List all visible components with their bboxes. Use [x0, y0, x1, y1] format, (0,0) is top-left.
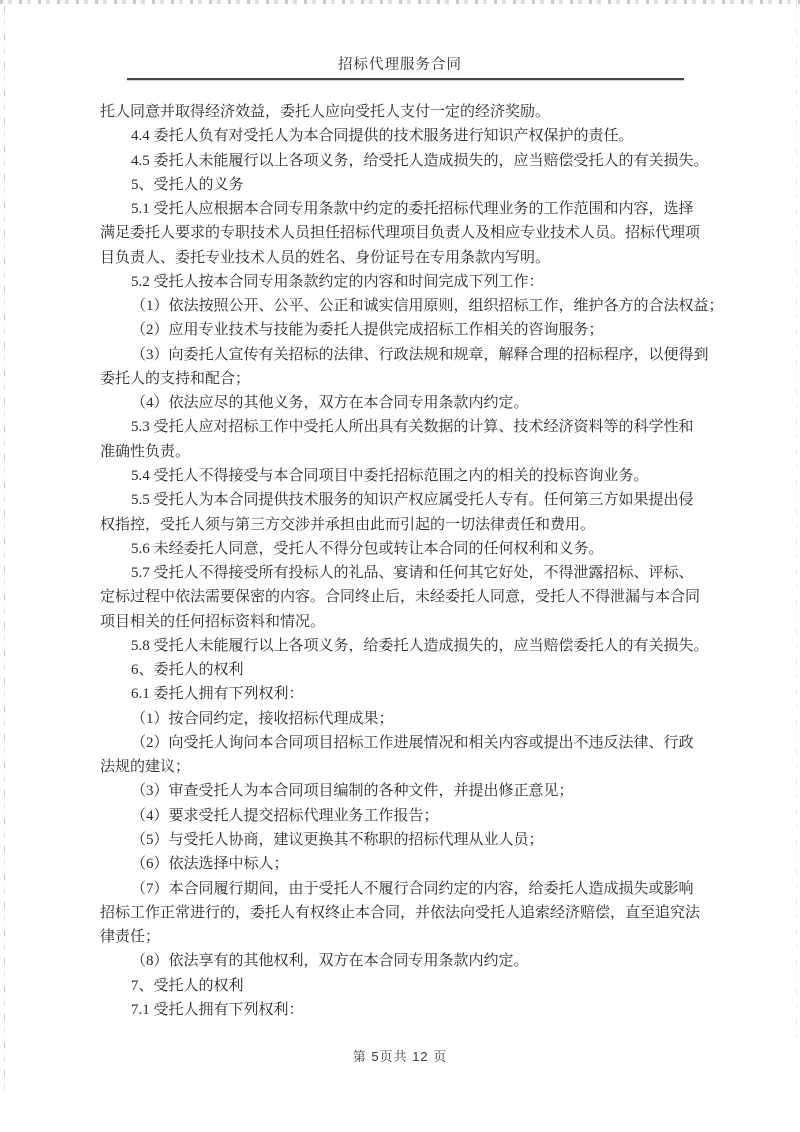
text-line: 6.1 委托人拥有下列权利：: [131, 686, 304, 703]
text-line: （1）按合同约定，接收招标代理成果；: [131, 710, 394, 727]
text-line: 项目相关的任何招标资料和情况。: [100, 613, 326, 630]
text-line: （3）向委托人宣传有关招标的法律、行政法规和规章，解释合理的招标程序，以便得到: [131, 346, 709, 363]
scan-noise-top: [0, 0, 800, 4]
text-line: 律责任；: [100, 929, 161, 946]
text-line: 6、委托人的权利: [131, 662, 244, 679]
text-line: （5）与受托人协商，建议更换其不称职的招标代理从业人员；: [131, 831, 544, 848]
scan-edge-right: [796, 0, 797, 1040]
document-body: [100, 100, 724, 1022]
page-footer: [0, 1046, 800, 1065]
text-line: 7.1 受托人拥有下列权利：: [131, 1001, 304, 1018]
text-line: 定标过程中依法需要保密的内容。合同终止后，未经委托人同意，受托人不得泄漏与本合同: [100, 589, 701, 606]
text-line: 满足委托人要求的专职技术人员担任招标代理项目负责人及相应专业技术人员。招标代理项: [100, 225, 701, 242]
text-line: 4.4 委托人负有对受托人为本合同提供的技术服务进行知识产权保护的责任。: [131, 128, 634, 145]
page-title: 招标代理服务合同: [338, 57, 462, 73]
text-line: 准确性负责。: [100, 443, 191, 460]
text-line: 5.6 未经委托人同意，受托人不得分包或转让本合同的任何权利和义务。: [131, 540, 604, 557]
text-line: （4）依法应尽的其他义务，双方在本合同专用条款内约定。: [131, 395, 529, 412]
text-line: 5、受托人的义务: [131, 176, 244, 193]
text-line: 5.7 受托人不得接受所有投标人的礼品、宴请和任何其它好处，不得泄露招标、评标、: [131, 565, 694, 582]
text-line: （3）审查受托人为本合同项目编制的各种文件，并提出修正意见；: [131, 783, 574, 800]
text-line: 5.8 受托人未能履行以上各项义务，给委托人造成损失的，应当赔偿委托人的有关损失。: [131, 637, 709, 654]
text-line: 5.2 受托人按本合同专用条款约定的内容和时间完成下列工作：: [131, 273, 544, 290]
text-line: （2）应用专业技术与技能为委托人提供完成招标工作相关的咨询服务；: [131, 322, 604, 339]
text-line: （7）本合同履行期间，由于受托人不履行合同约定的内容，给委托人造成损失或影响: [131, 880, 694, 897]
text-line: 权指控，受托人须与第三方交涉并承担由此而引起的一切法律责任和费用。: [100, 516, 596, 533]
text-line: （4）要求受托人提交招标代理业务工作报告；: [131, 807, 439, 824]
text-line: 法规的建议；: [100, 759, 191, 776]
text-line: 5.4 受托人不得接受与本合同项目中委托招标范围之内的相关的投标咨询业务。: [131, 467, 649, 484]
text-line: 目负责人、委托专业技术人员的姓名、身份证号在专用条款内写明。: [100, 249, 551, 266]
page-number: 第 5页共 12 页: [352, 1049, 448, 1064]
header-divider: [127, 78, 684, 80]
text-line: 委托人的支持和配合；: [100, 370, 251, 387]
text-line: 5.5 受托人为本合同提供技术服务的知识产权应属受托人专有。任何第三方如果提出侵: [131, 492, 694, 509]
text-line: 托人同意并取得经济效益，委托人应向受托人支付一定的经济奖励。: [100, 104, 551, 120]
text-line: 4.5 委托人未能履行以上各项义务，给受托人造成损失的，应当赔偿受托人的有关损失。: [131, 152, 709, 169]
text-line: 招标工作正常进行的，委托人有权终止本合同，并依法向受托人追索经济赔偿，直至追究法: [100, 904, 701, 921]
text-line: （1）依法按照公开、公平、公正和诚实信用原则，组织招标工作，维护各方的合法权益；: [131, 298, 724, 315]
text-line: 5.3 受托人应对招标工作中受托人所出具有关数据的计算、技术经济资料等的科学性和: [131, 419, 694, 436]
scan-edge-left: [4, 6, 5, 1091]
text-line: （6）依法选择中标人；: [131, 856, 289, 873]
text-line: （8）依法享有的其他权利，双方在本合同专用条款内约定。: [131, 953, 529, 970]
text-line: 7、受托人的权利: [131, 977, 244, 994]
text-line: 5.1 受托人应根据本合同专用条款中约定的委托招标代理业务的工作范围和内容，选择: [131, 201, 694, 218]
text-line: （2）向受托人询问本合同项目招标工作进展情况和相关内容或提出不违反法律、行政: [131, 734, 694, 751]
